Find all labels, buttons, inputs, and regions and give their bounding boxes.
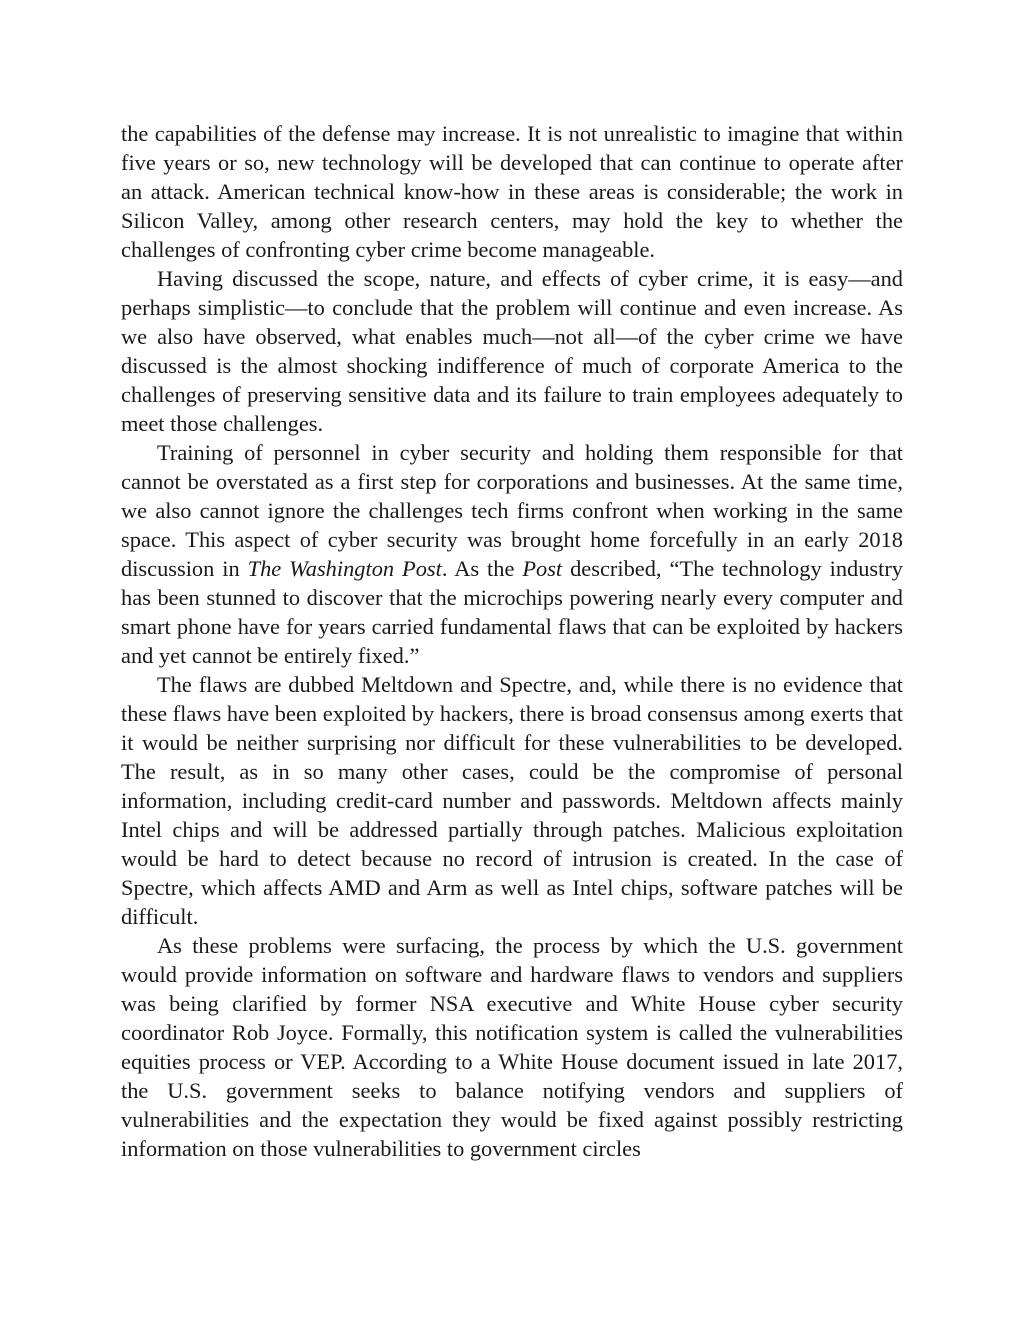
text-run: described, “The technology industry has been stunned to discover that the microchips powering nearly every computer and smart phone have for years carried fundamental flaws that can be exploited by hackers and yet cannot be entirely fixed.” — [121, 556, 903, 668]
text-run: . As the — [441, 556, 523, 581]
paragraph: The flaws are dubbed Meltdown and Spectre, and, while there is no evidence that these flaws have been exploited by hackers, there is broad consensus among exerts that it would be neither surprising nor difficult for these vulnerabilities to be developed. The result, as in so many other cases, could be the compromise of personal information, including credit-card number and passwords. Meltdown affects mainly Intel chips and will be addressed partially through patches. Malicious exploitation would be hard to detect because no record of intrusion is created. In the case of Spectre, which affects AMD and Arm as well as Intel chips, software patches will be difficult. — [121, 672, 903, 929]
publication-title: Post — [522, 556, 563, 581]
publication-title: The Washington Post — [247, 556, 442, 581]
paragraph — [121, 438, 903, 670]
paragraph: Having discussed the scope, nature, and effects of cyber crime, it is easy—and perhaps simplistic—to conclude that the problem will continue and even increase. As we also have observed, what enables much—not all—of the cyber crime we have discussed is the almost shocking indifference of much of corporate America to the challenges of preserving sensitive data and its failure to train employees adequately to meet those challenges. — [121, 266, 903, 436]
text-run: Training of personnel in cyber security and holding them responsible for that cannot be overstated as a first step for corporations and businesses. At the same time, we also cannot ignore the challenges tech firms confront when working in the same space. This aspect of cyber security was brought home forcefully in an early 2018 discussion in — [121, 440, 903, 581]
paragraph: the capabilities of the defense may increase. It is not unrealistic to imagine that within five years or so, new technology will be developed that can continue to operate after an attack. American technical know-how in these areas is considerable; the work in Silicon Valley, among other research centers, may hold the key to whether the challenges of confronting cyber crime become manageable. — [121, 121, 903, 262]
document-page — [121, 119, 903, 1163]
paragraph: As these problems were surfacing, the process by which the U.S. government would provide information on software and hardware flaws to vendors and suppliers was being clarified by former NSA executive and White House cyber security coordinator Rob Joyce. Formally, this notification system is called the vulnerabilities equities process or VEP. According to a White House document issued in late 2017, the U.S. government seeks to balance notifying vendors and suppliers of vulnerabilities and the expectation they would be fixed against possibly restricting information on those vulnerabilities to government circles — [121, 933, 903, 1161]
